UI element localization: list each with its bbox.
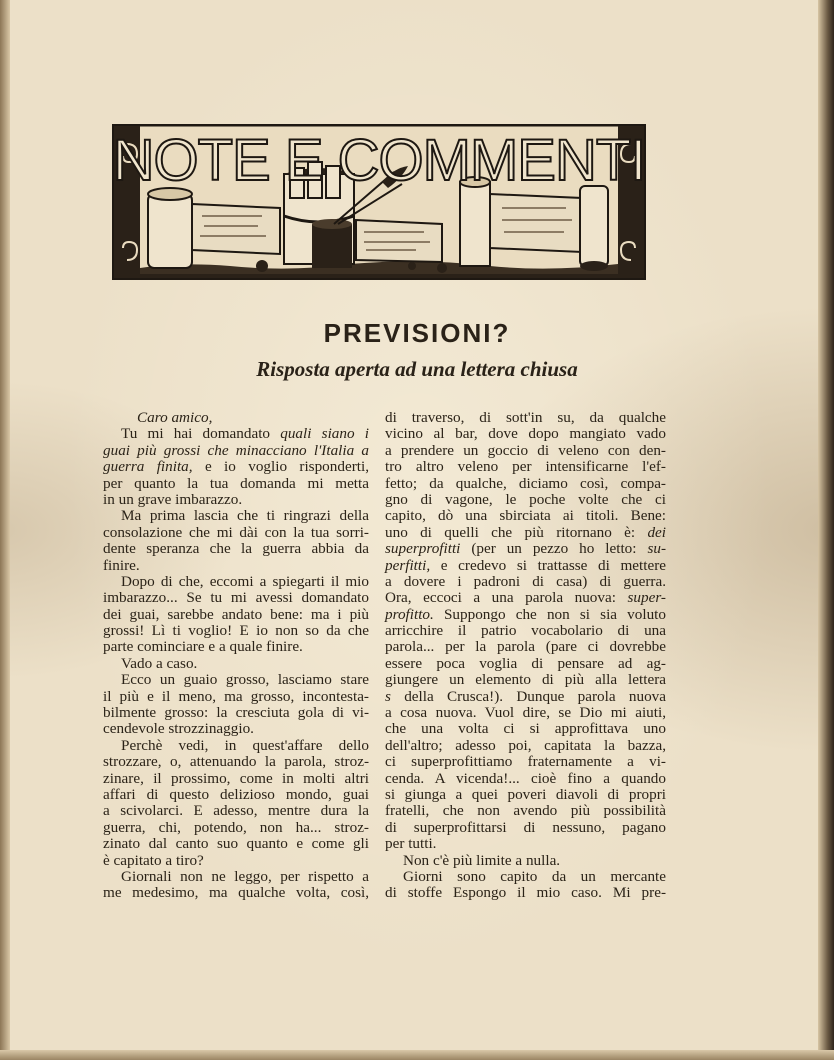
text-line	[103, 869, 369, 885]
line-text: arricchire il patrio vocabolario di una	[385, 622, 666, 640]
text-line	[385, 672, 666, 688]
text-line	[103, 820, 369, 836]
line-text: consolazione che mi dài con la tua sorri-	[103, 523, 369, 541]
text-line	[385, 705, 666, 721]
line-text-tail: della Crusca!). Dunque parola nuova	[390, 687, 666, 705]
line-text: Ecco un guaio grosso, lasciamo stare	[121, 671, 369, 689]
line-text-italic-tail: quali siano i	[270, 425, 369, 443]
line-text: imbarazzo... Se tu mi avessi domandato	[103, 589, 369, 607]
line-text: parola... per la parola (pare ci dovrebbe	[385, 638, 666, 656]
text-line	[385, 410, 666, 426]
text-line	[385, 656, 666, 672]
text-line	[103, 508, 369, 524]
text-line	[103, 623, 369, 639]
text-line	[385, 820, 666, 836]
line-text: fratelli, che non avendo più possibilità	[385, 802, 666, 820]
line-text: Perchè vedi, in quest'affare dello	[121, 736, 369, 754]
line-text: Non c'è più limite a nulla.	[403, 851, 561, 869]
line-text: Caro amico,	[137, 409, 213, 426]
text-line	[103, 410, 369, 426]
text-line	[103, 492, 369, 508]
line-text: grossi! Lì ti voglio! E io non so da che	[103, 622, 369, 640]
line-text: a dovere i padroni di casa) di guerra.	[385, 572, 666, 590]
line-text: bilmente grosso: la cresciuta gola di vi-	[103, 704, 369, 722]
text-line	[385, 853, 666, 869]
line-text: Giornali non ne leggo, per rispetto a	[121, 867, 369, 885]
line-text-tail: e io voglio risponderti,	[192, 458, 369, 476]
section-masthead	[112, 124, 646, 280]
text-line	[103, 426, 369, 442]
line-text: dell'altro; adesso poi, capitata la bazza,	[385, 736, 666, 754]
page-bottom-edge	[0, 1050, 834, 1060]
line-text: profitto.	[385, 605, 434, 623]
text-line	[385, 476, 666, 492]
line-text: fetto; da qualche, diciamo così, compa-	[385, 474, 666, 492]
text-line	[385, 541, 666, 557]
line-text: perfitti,	[385, 556, 431, 574]
article-column-right	[385, 410, 666, 902]
line-text: capito, dò una sbirciata ai titoli. Bene:	[385, 507, 666, 525]
text-line	[385, 787, 666, 803]
line-text: essere poca voglia di pensare ad ag-	[385, 654, 666, 672]
text-line	[103, 754, 369, 770]
line-text: a cosa nuova. Vuol dire, se Dio mi aiuti,	[385, 704, 666, 722]
line-text: guerra, chi, potendo, non ha... stroz-	[103, 818, 369, 836]
line-text-italic-tail: super-	[615, 589, 666, 607]
text-line	[385, 492, 666, 508]
line-text: s	[385, 687, 391, 705]
line-text: giungere un elemento di più alla lettera	[385, 671, 666, 689]
line-text: Ma prima lascia che ti ringrazi della	[121, 507, 369, 525]
text-line	[103, 476, 369, 492]
text-line	[103, 443, 369, 459]
text-line	[385, 771, 666, 787]
line-text: per tutti.	[385, 835, 437, 853]
text-line	[103, 721, 369, 737]
line-text: si giunga a quei poveri diavoli di propri	[385, 785, 666, 803]
text-line	[103, 738, 369, 754]
text-line	[103, 672, 369, 688]
line-text: dei guai, sarebbe andato bene: ma i più	[103, 605, 369, 623]
article-headline: PREVISIONI?	[323, 318, 511, 348]
page-right-edge	[818, 0, 834, 1060]
line-text: cenda. A vicenda!... cioè fino a quando	[385, 769, 666, 787]
text-line	[103, 771, 369, 787]
text-line	[103, 639, 369, 655]
line-text: a prendere un goccio di veleno con den-	[385, 441, 666, 459]
line-text: strozzare, o, attenuando la parola, stroz-	[103, 753, 369, 771]
line-text-tail: (per un pezzo ho letto:	[460, 540, 637, 558]
text-line	[103, 689, 369, 705]
text-line	[385, 574, 666, 590]
masthead-title: NOTE E COMMENTI	[112, 128, 646, 193]
text-line	[103, 705, 369, 721]
line-text: superprofitti	[385, 540, 461, 558]
line-text: cendevole strozzinaggio.	[103, 720, 254, 738]
text-line	[385, 869, 666, 885]
line-text: Tu mi hai domandato	[121, 425, 271, 443]
line-text: Ora, eccoci a una parola nuova:	[385, 589, 616, 607]
text-line	[385, 443, 666, 459]
text-line	[385, 885, 666, 901]
text-line	[103, 853, 369, 869]
line-text: guai più grossi che minacciano l'Italia a	[103, 441, 369, 459]
line-text: che una volta ci si approfittava uno	[385, 720, 666, 738]
text-line	[103, 525, 369, 541]
line-text: Dopo di che, eccomi a spiegarti il mio	[121, 572, 369, 590]
text-line	[103, 541, 369, 557]
line-text: è capitato a tiro?	[103, 851, 204, 869]
text-line	[385, 525, 666, 541]
text-line	[385, 721, 666, 737]
line-text: per quanto la tua domanda mi metta	[103, 474, 369, 492]
line-text: affari di questo delizioso mondo, guai	[103, 785, 369, 803]
line-text-italic-tail: dei	[635, 523, 667, 541]
line-text: vicino al bar, dove dopo mangiato vado	[385, 425, 666, 443]
text-line	[385, 590, 666, 606]
line-text: di superprofittarsi di nessuno, pagano	[385, 818, 666, 836]
line-text-tail: Suppongo che non si sia voluto	[433, 605, 666, 623]
text-line	[385, 754, 666, 770]
line-text: di traverso, di sott'in su, da qualche	[385, 409, 666, 426]
page-binding-edge	[0, 0, 10, 1060]
line-text: uno di quelli che più ritornano è:	[385, 523, 636, 541]
line-text: a scivolarci. E adesso, mentre dura la	[103, 802, 369, 820]
text-line	[103, 803, 369, 819]
line-text: guerra finita,	[103, 458, 193, 476]
line-text: me medesimo, ma qualche volta, così,	[103, 884, 369, 902]
line-text: dente speranza che la guerra abbia da	[103, 540, 369, 558]
line-text: tro altro veleno per intensificarne l'ef-	[385, 458, 666, 476]
text-line	[385, 607, 666, 623]
text-line	[103, 459, 369, 475]
line-text: finire.	[103, 556, 140, 574]
article-subheadline: Risposta aperta ad una lettera chiusa	[256, 357, 578, 381]
line-text: zinato dal canto suo quanto e come gli	[103, 835, 369, 853]
line-text-italic-tail: su-	[636, 540, 667, 558]
text-line	[103, 656, 369, 672]
text-line	[103, 885, 369, 901]
line-text: gno di vagone, le poche volte che ci	[385, 490, 666, 508]
line-text: in un grave imbarazzo.	[103, 490, 243, 508]
line-text-tail: e credevo si trattasse di mettere	[430, 556, 666, 574]
text-line	[385, 639, 666, 655]
text-line	[385, 689, 666, 705]
article-column-left	[103, 410, 369, 902]
text-line	[103, 558, 369, 574]
text-line	[103, 607, 369, 623]
line-text: il più e il meno, ma grosso, incontesta-	[103, 687, 369, 705]
line-text: ci superprofittiamo fraternamente a vi-	[385, 753, 666, 771]
line-text: di stoffe Espongo il mio caso. Mi pre-	[385, 884, 666, 902]
text-line	[385, 459, 666, 475]
line-text: Giorni sono capito da un mercante	[403, 867, 666, 885]
line-text: Vado a caso.	[121, 654, 198, 672]
line-text: parte cominciare e a quale finire.	[103, 638, 303, 656]
text-line	[103, 590, 369, 606]
text-line	[385, 558, 666, 574]
text-line	[385, 426, 666, 442]
text-line	[385, 836, 666, 852]
text-line	[385, 623, 666, 639]
text-line	[103, 836, 369, 852]
text-line	[385, 803, 666, 819]
text-line	[103, 787, 369, 803]
text-line	[385, 738, 666, 754]
line-text: zinare, il prossimo, come in molti altri	[103, 769, 369, 787]
text-line	[103, 574, 369, 590]
text-line	[385, 508, 666, 524]
